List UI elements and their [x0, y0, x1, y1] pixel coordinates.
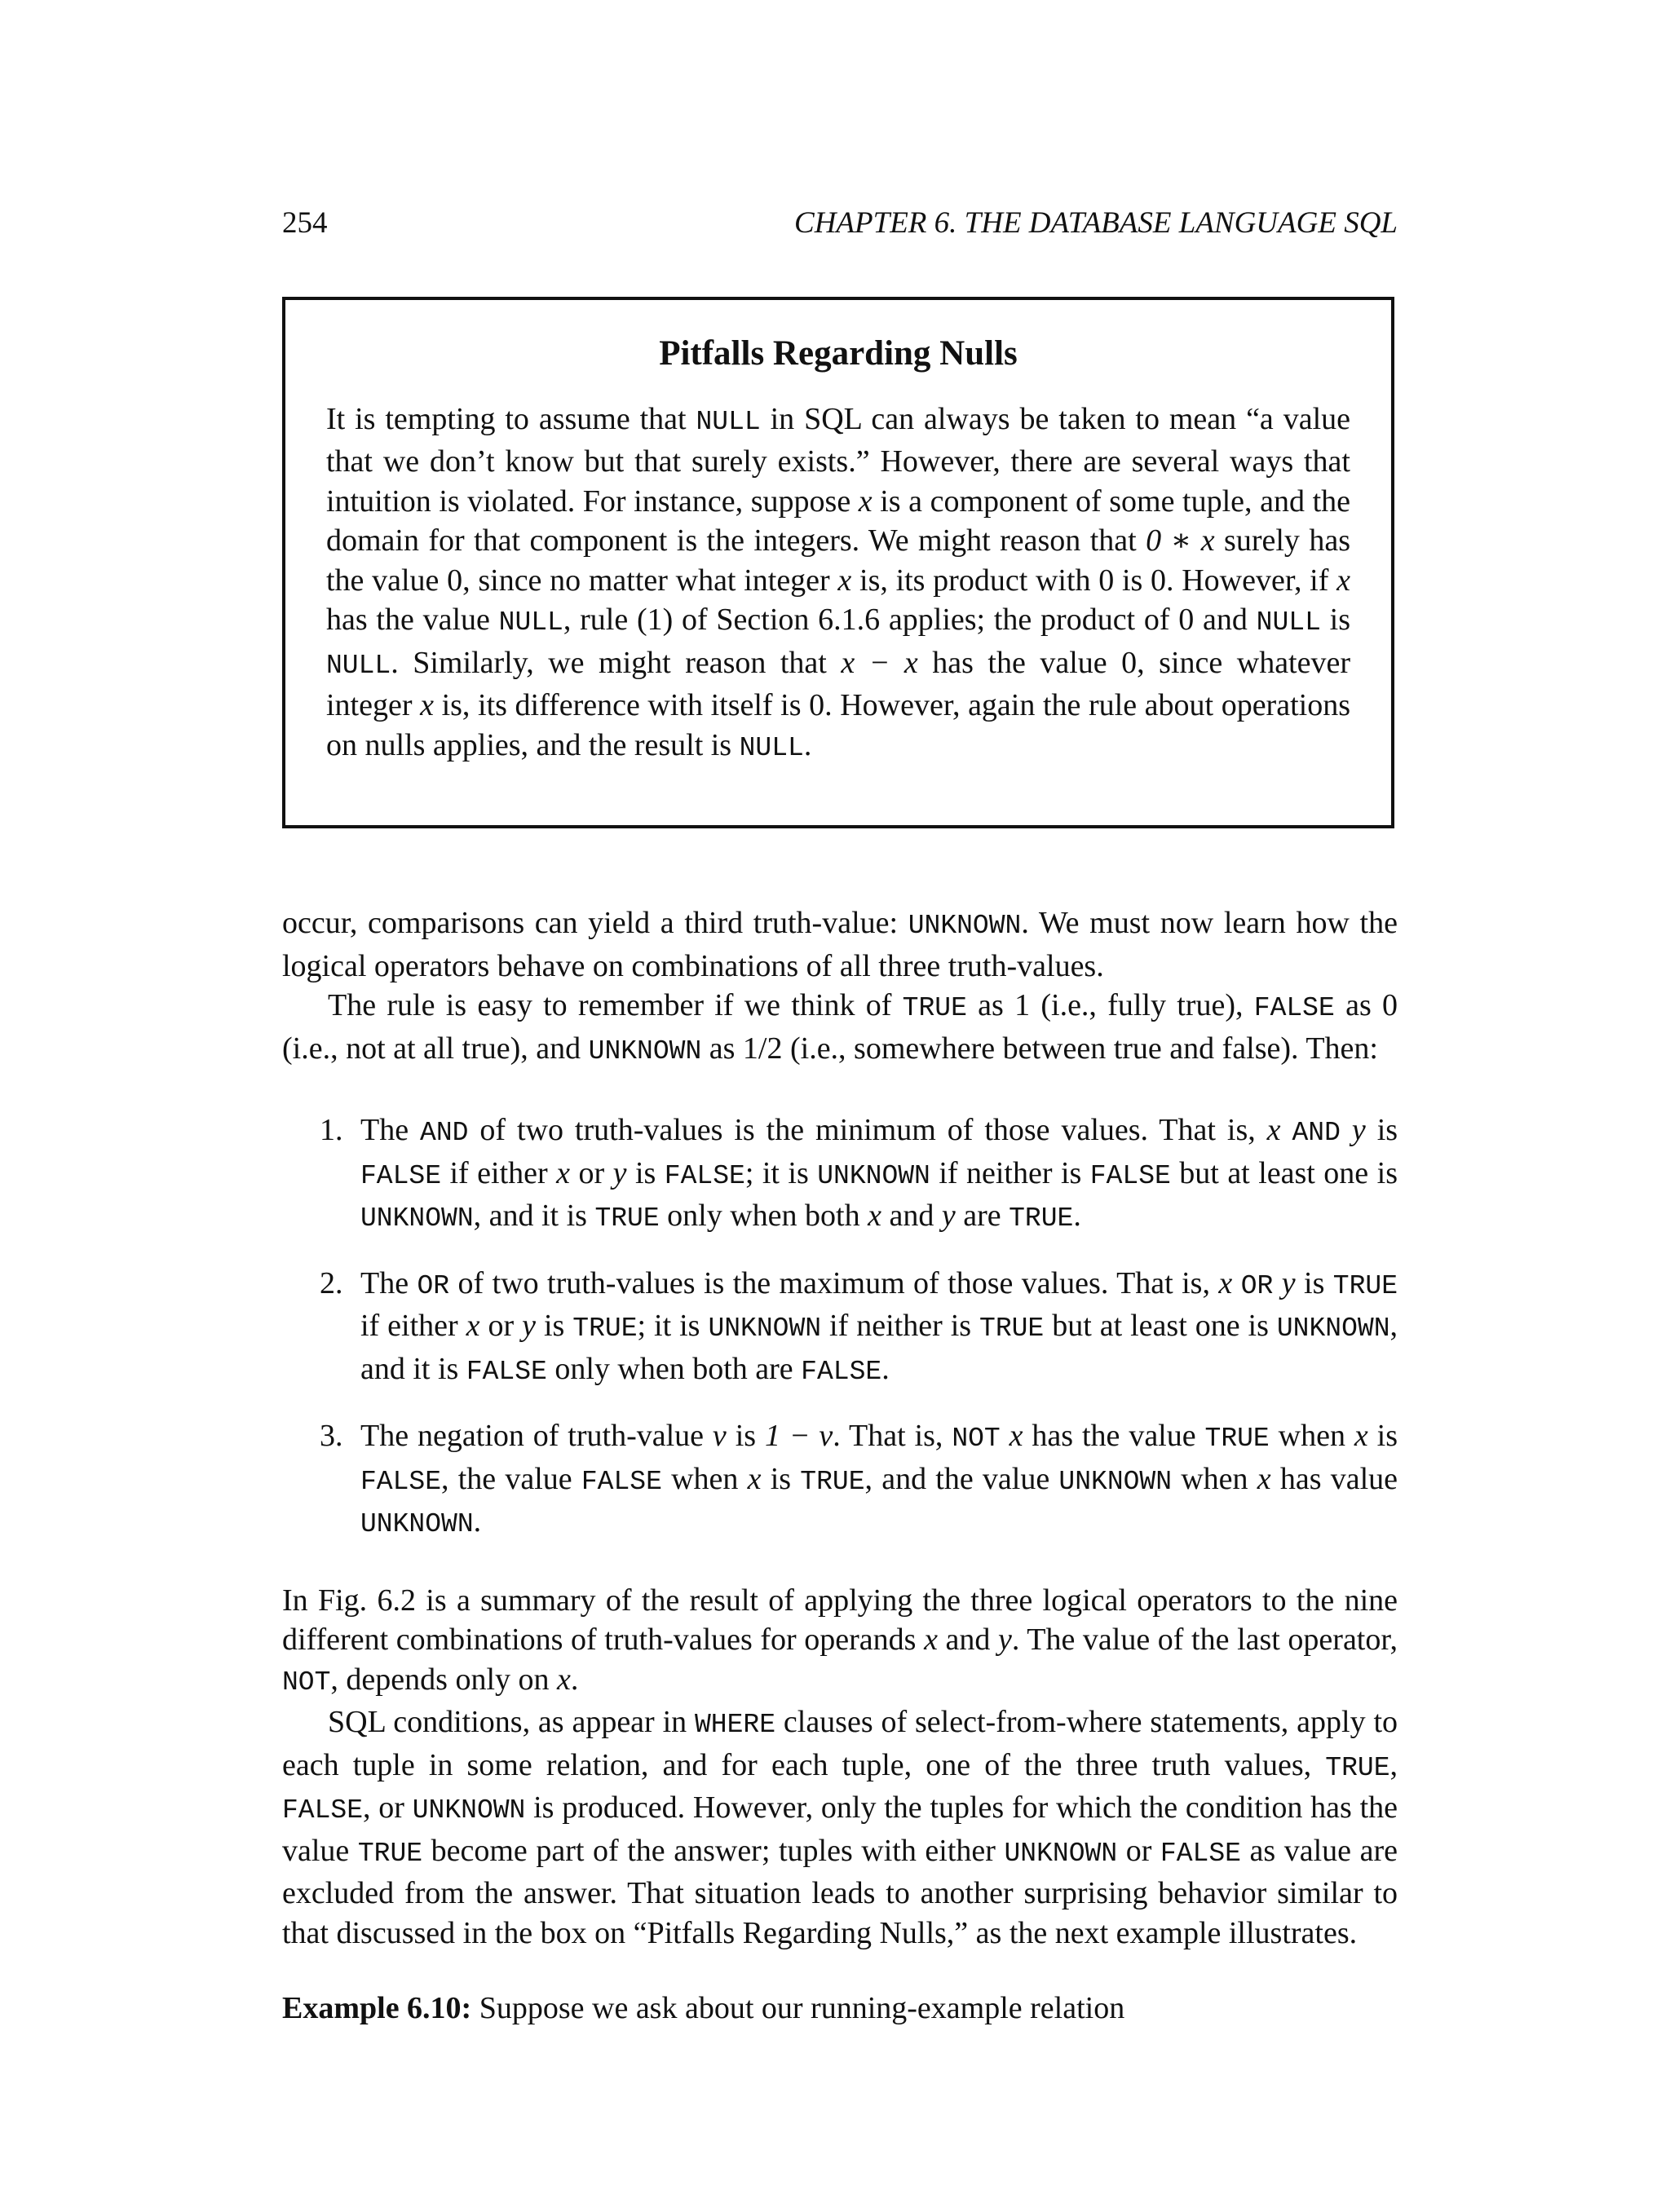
text-run: and	[881, 1199, 942, 1233]
math-variable: x	[858, 483, 873, 519]
list-number: 3.	[320, 1419, 343, 1453]
text-run: , and it is	[360, 1309, 1398, 1386]
text-run: is	[1295, 1265, 1333, 1300]
list-number: 2.	[320, 1265, 343, 1300]
text-run: when	[661, 1461, 748, 1496]
math-variable: y	[1281, 1265, 1296, 1300]
list-number: 1.	[320, 1113, 343, 1147]
math-variable: v	[712, 1419, 727, 1453]
text-run: .	[473, 1504, 482, 1539]
code-term: TRUE	[572, 1314, 638, 1344]
text-run: .	[881, 1351, 890, 1386]
text-run: is, its product with 0 is 0. However, if	[851, 563, 1337, 598]
text-run: . The value of the last operator,	[1011, 1623, 1398, 1657]
math-variable: x	[747, 1461, 762, 1496]
text-run	[1273, 1266, 1281, 1300]
code-term: UNKNOWN	[360, 1509, 474, 1539]
text-run: is	[626, 1155, 665, 1190]
code-term: WHERE	[695, 1710, 776, 1740]
math-expression: 0 ∗ x	[1146, 523, 1215, 559]
code-term: TRUE	[902, 993, 967, 1023]
text-run: of two truth-values is the maximum of those values. That is,	[449, 1265, 1219, 1300]
text-run: .	[1073, 1199, 1081, 1233]
text-run: . We must now learn how the logical operators behave on combinations of all three truth-values.	[282, 906, 1398, 983]
code-term: UNKNOWN	[360, 1203, 474, 1234]
text-run: , depends only on	[330, 1662, 557, 1697]
text-run: is	[1365, 1113, 1398, 1147]
text-run: surely has the value 0, since no matter what integer	[326, 523, 1350, 598]
text-run: or	[479, 1309, 523, 1343]
text-run: clauses of select-from-where statements, apply to each tuple in some relation, and for each tuple, one of the three truth values,	[282, 1705, 1398, 1782]
body-text	[282, 903, 1398, 2029]
text-run	[1281, 1113, 1292, 1147]
code-term: UNKNOWN	[908, 911, 1022, 941]
code-term: FALSE	[801, 1356, 882, 1387]
code-term: UNKNOWN	[412, 1795, 526, 1826]
text-run: as 0 (i.e., not at all true), and	[282, 988, 1398, 1066]
math-variable: x	[1257, 1461, 1271, 1496]
sidebar-title: Pitfalls Regarding Nulls	[659, 334, 1018, 373]
code-term: UNKNOWN	[817, 1160, 930, 1191]
list-item	[282, 1264, 1398, 1393]
text-run: if neither is	[821, 1309, 980, 1343]
code-term: OR	[1240, 1270, 1274, 1301]
text-run	[1232, 1266, 1240, 1300]
math-expression: 1 − v	[764, 1419, 833, 1453]
code-term: NOT	[952, 1424, 1001, 1454]
code-term: FALSE	[466, 1356, 547, 1387]
code-term: NOT	[282, 1667, 331, 1698]
text-run	[1001, 1419, 1010, 1453]
code-term: TRUE	[800, 1466, 865, 1497]
page-number: 254	[282, 206, 328, 240]
text-run: ,	[1389, 1747, 1398, 1782]
text-run: , or	[363, 1790, 413, 1825]
text-run: but at least one is	[1044, 1309, 1277, 1343]
text-run: of two truth-values is the minimum of those values. That is,	[468, 1113, 1267, 1147]
math-variable: y	[612, 1155, 627, 1190]
text-run: has value	[1270, 1461, 1398, 1496]
code-term: FALSE	[581, 1466, 662, 1497]
paragraph-rule-intro	[282, 986, 1398, 1071]
rules-list	[282, 1110, 1398, 1545]
text-run: has the value 0, since whatever integer	[326, 645, 1350, 723]
example-paragraph	[282, 1989, 1398, 2029]
math-variable: x	[1266, 1113, 1281, 1147]
chapter-title: CHAPTER 6. THE DATABASE LANGUAGE SQL	[794, 206, 1398, 240]
text-run: In Fig. 6.2 is a summary of the result of applying the three logical operators to the nine different combinations of truth-values for operands	[282, 1583, 1398, 1657]
text-run: The rule is easy to remember if we think of	[328, 988, 903, 1022]
math-variable: x	[557, 1662, 571, 1697]
text-run: is	[1367, 1419, 1398, 1453]
text-run: or	[1117, 1833, 1160, 1868]
text-run: is	[761, 1461, 801, 1496]
text-run: is	[1320, 603, 1350, 638]
text-run: when	[1172, 1461, 1257, 1496]
list-item	[282, 1110, 1398, 1239]
text-run: in SQL can always be taken to mean “a value that we don’t know but that surely exists.” However, there are several ways that intuition is violated. For instance, suppose	[326, 401, 1350, 519]
code-term: FALSE	[1160, 1838, 1241, 1869]
code-term: UNKNOWN	[1058, 1466, 1173, 1497]
code-term: UNKNOWN	[708, 1314, 822, 1344]
math-variable: x	[556, 1155, 571, 1190]
text-run: is, its difference with itself is 0. However, again the rule about operations on nulls applies, and the result is	[326, 688, 1350, 762]
text-run: if either	[360, 1309, 466, 1343]
code-term: FALSE	[282, 1795, 364, 1826]
code-term: TRUE	[1325, 1752, 1390, 1783]
math-variable: x	[837, 563, 852, 598]
text-run: only when both	[659, 1199, 868, 1233]
text-run: .	[803, 727, 812, 762]
code-term: FALSE	[664, 1160, 745, 1191]
math-variable: y	[1351, 1113, 1366, 1147]
text-run: if neither is	[930, 1155, 1090, 1190]
math-variable: x	[1354, 1419, 1368, 1453]
math-expression: x − x	[841, 645, 918, 680]
pitfalls-sidebar-box	[282, 297, 1394, 828]
text-run: as 1/2 (i.e., somewhere between true and false). Then:	[701, 1031, 1378, 1066]
code-term: NULL	[1256, 607, 1321, 638]
code-term: FALSE	[360, 1160, 442, 1191]
text-run	[1341, 1113, 1352, 1147]
text-run: . Similarly, we might reason that	[391, 645, 842, 680]
text-run: and	[937, 1623, 998, 1657]
code-term: FALSE	[360, 1466, 442, 1497]
math-variable: x	[868, 1199, 881, 1233]
text-run: when	[1269, 1419, 1354, 1453]
text-run: ; it is	[637, 1309, 709, 1343]
text-run: is	[726, 1419, 765, 1453]
code-term: TRUE	[1009, 1203, 1074, 1234]
text-run: The negation of truth-value	[360, 1419, 713, 1453]
example-text: Suppose we ask about our running-example relation	[471, 1991, 1125, 2025]
text-run: become part of the answer; tuples with either	[422, 1833, 1005, 1868]
text-run: or	[570, 1155, 613, 1190]
text-run: , and the value	[864, 1461, 1059, 1496]
paragraph-sql-conditions	[282, 1702, 1398, 1953]
sidebar-paragraph	[326, 400, 1350, 769]
code-term: UNKNOWN	[1276, 1314, 1390, 1344]
text-run: only when both are	[546, 1351, 802, 1386]
code-term: TRUE	[357, 1838, 423, 1869]
code-term: NULL	[696, 406, 761, 437]
code-term: TRUE	[979, 1314, 1045, 1344]
code-term: NULL	[326, 650, 391, 681]
text-run: is produced. However, only the tuples for which the condition has the value	[282, 1790, 1398, 1868]
text-run: , rule (1) of Section 6.1.6 applies; the product of 0 and	[563, 603, 1257, 638]
math-variable: y	[522, 1309, 536, 1343]
paragraph-fig-summary	[282, 1581, 1398, 1703]
code-term: OR	[417, 1270, 450, 1301]
text-run: . That is,	[833, 1419, 952, 1453]
math-variable: y	[941, 1199, 956, 1233]
text-run: , the value	[441, 1461, 581, 1496]
list-item	[282, 1416, 1398, 1545]
text-run: but at least one is	[1170, 1155, 1398, 1190]
text-run: occur, comparisons can yield a third truth-value:	[282, 906, 908, 940]
code-term: UNKNOWN	[588, 1035, 702, 1066]
text-run: is a component of some tuple, and the domain for that component is the integers. We might reason that	[326, 483, 1350, 559]
running-head	[282, 205, 1398, 241]
math-variable: x	[1009, 1419, 1023, 1453]
text-run: The	[360, 1265, 418, 1300]
text-run: .	[570, 1662, 579, 1697]
math-variable: x	[1336, 563, 1350, 598]
text-run: if either	[441, 1155, 557, 1190]
text-run: ; it is	[744, 1155, 818, 1190]
code-term: FALSE	[1089, 1160, 1171, 1191]
text-run: as value are excluded from the answer. That situation leads to another surprising behavior similar to that discussed in the box on “Pitfalls Regarding Nulls,” as the next example illustrates.	[282, 1833, 1398, 1950]
text-run: The	[360, 1113, 421, 1147]
code-term: NULL	[739, 732, 804, 763]
math-variable: y	[997, 1623, 1012, 1657]
math-variable: x	[1218, 1265, 1233, 1300]
text-run: SQL conditions, as appear in	[328, 1705, 695, 1739]
code-term: TRUE	[1204, 1424, 1270, 1454]
text-run: has the value	[1023, 1419, 1205, 1453]
code-term: NULL	[498, 607, 563, 638]
text-run: has the value	[326, 603, 499, 638]
example-label: Example 6.10:	[282, 1991, 472, 2025]
text-run: are	[955, 1199, 1010, 1233]
code-term: AND	[1292, 1118, 1341, 1148]
code-term: UNKNOWN	[1004, 1838, 1118, 1869]
code-term: TRUE	[594, 1203, 660, 1234]
text-run: It is tempting to assume that	[326, 401, 696, 436]
code-term: TRUE	[1332, 1270, 1398, 1301]
paragraph-truth-values	[282, 903, 1398, 986]
text-run: as 1 (i.e., fully true),	[966, 988, 1254, 1022]
code-term: FALSE	[1253, 993, 1335, 1023]
text-run: is	[536, 1309, 573, 1343]
text-run: , and it is	[473, 1199, 595, 1233]
math-variable: x	[466, 1309, 480, 1343]
math-variable: x	[924, 1623, 938, 1657]
code-term: AND	[420, 1118, 469, 1148]
math-variable: x	[420, 688, 434, 723]
paragraph-spacer	[282, 1953, 1398, 1989]
